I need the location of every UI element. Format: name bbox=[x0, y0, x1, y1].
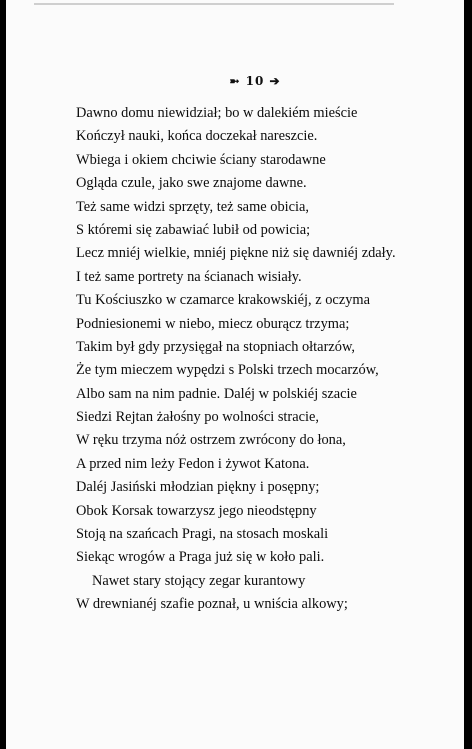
page-number bbox=[220, 74, 290, 88]
book-page bbox=[6, 0, 464, 749]
verse-line: Kończył nauki, końca doczekał nareszcie. bbox=[76, 128, 318, 145]
verse-line: A przed nim leży Fedon i żywot Katona. bbox=[76, 455, 310, 472]
verse-line: Ogląda czule, jako swe znajome dawne. bbox=[76, 175, 307, 192]
verse-line: W ręku trzyma nóż ostrzem zwrócony do łona, bbox=[76, 432, 346, 449]
verse-line: Dawno domu niewidział; bo w dalekiém mieście bbox=[76, 105, 358, 121]
verse-line: Siedzi Rejtan żałośny po wolności stracie, bbox=[76, 409, 319, 426]
verse-line: Lecz mniéj wielkie, mniéj piękne niż się dawniéj zdały. bbox=[76, 245, 396, 262]
verse-line: Też same widzi sprzęty, też same obicia, bbox=[76, 198, 310, 215]
verse-line: Tu Kościuszko w czamarce krakowskiéj, z oczyma bbox=[76, 292, 370, 309]
ornament-right-icon: ➔ bbox=[269, 74, 281, 88]
verse-line: Obok Korsak towarzysz jego nieodstępny bbox=[76, 502, 317, 519]
verse-line: Takim był gdy przysięgał na stopniach ołtarzów, bbox=[76, 338, 355, 355]
poem-verses bbox=[76, 102, 464, 617]
verse-line: Podniesionemi w niebo, miecz oburącz trzyma; bbox=[76, 315, 350, 332]
verse-line: Że tym mieczem wypędzi s Polski trzech mocarzów, bbox=[76, 362, 379, 379]
verse-line: Nawet stary stojący zegar kurantowy bbox=[92, 572, 306, 589]
verse-line: Daléj Jasiński młodzian piękny i posępny; bbox=[76, 479, 320, 496]
verse-line: W drewnianéj szafie poznał, u wniścia alkowy; bbox=[76, 596, 348, 613]
ornament-left-icon: ➼ bbox=[229, 74, 241, 88]
verse-line: Wbiega i okiem chciwie ściany starodawne bbox=[76, 151, 326, 168]
verse-line: S któremi się zabawiać lubił od powicia; bbox=[76, 221, 311, 238]
verse-line: I też same portrety na ścianach wisiały. bbox=[76, 268, 302, 285]
verse-line: Siekąc wrogów a Praga już się w koło pali. bbox=[76, 549, 325, 566]
page-edge-rule bbox=[34, 3, 394, 5]
verse-line: Albo sam na nim padnie. Daléj w polskiéj szacie bbox=[76, 385, 357, 402]
page-number-text: 10 bbox=[245, 74, 265, 88]
verse-line: Stoją na szańcach Pragi, na stosach moskali bbox=[76, 526, 329, 543]
